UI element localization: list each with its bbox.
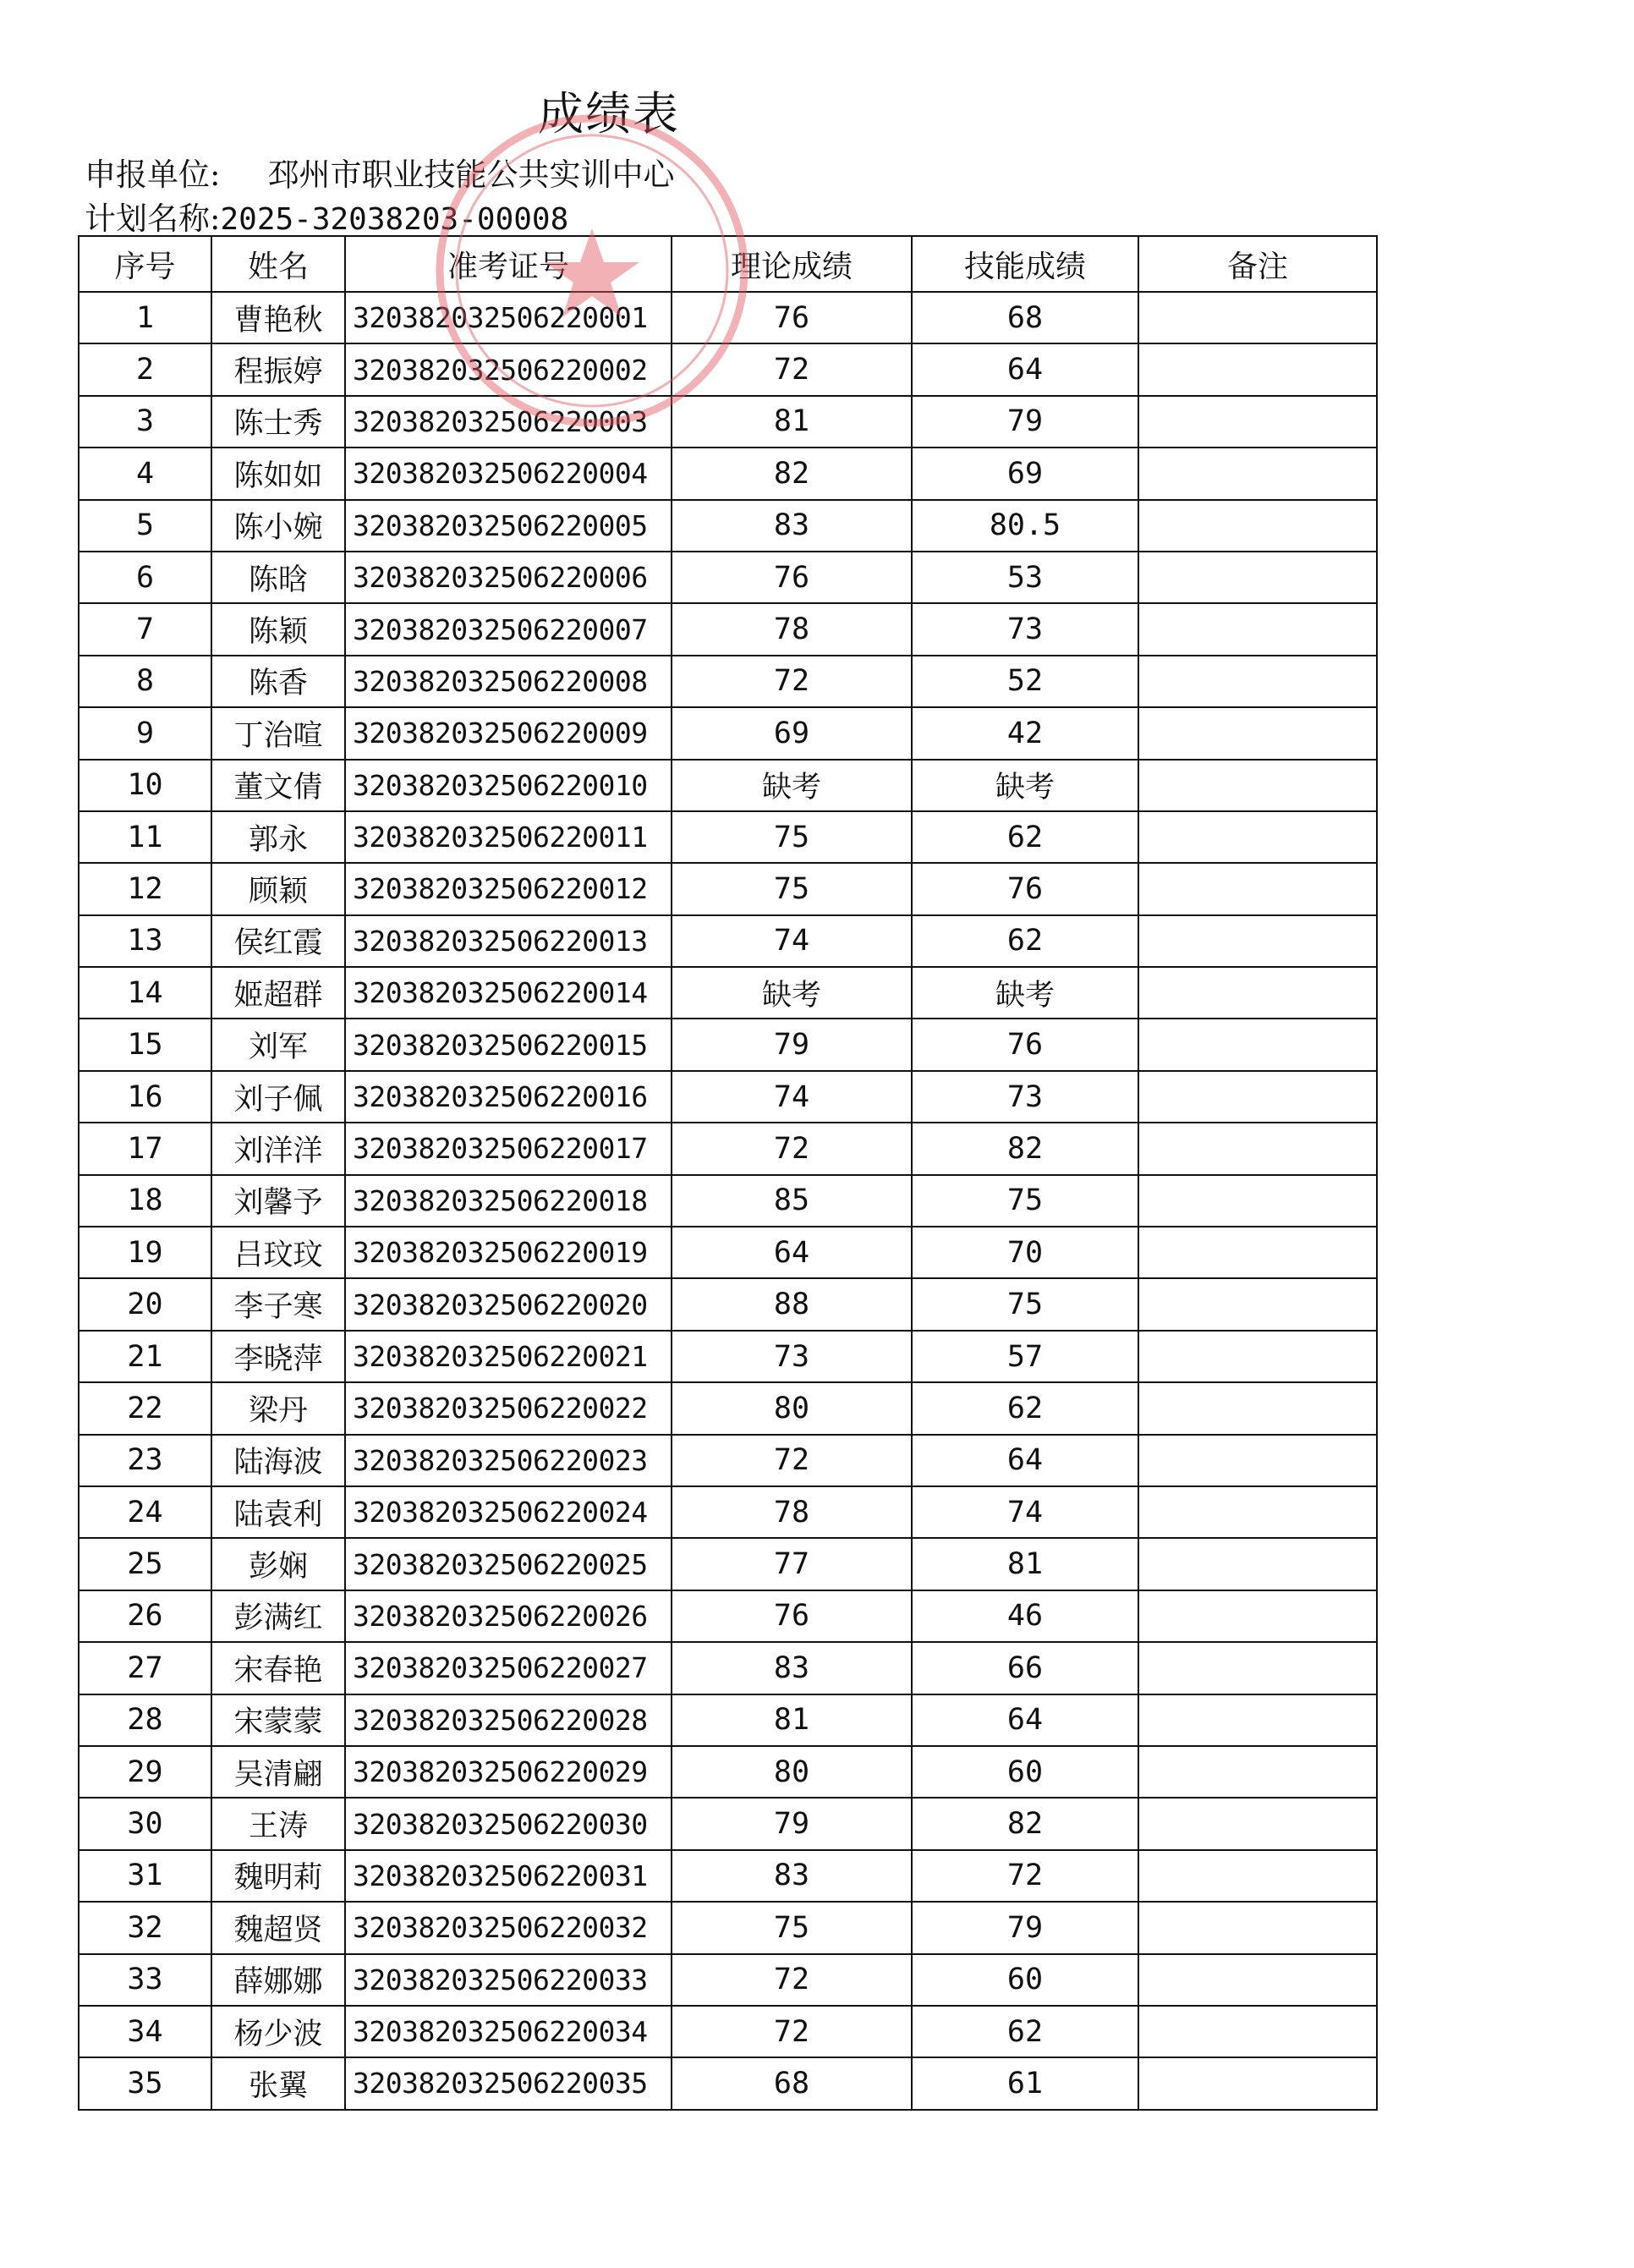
cell-exam-id: 320382032506220029 — [345, 1746, 672, 1798]
header-exam-id: 准考证号 — [345, 236, 672, 292]
cell-skill-score: 73 — [912, 603, 1138, 655]
cell-exam-id: 320382032506220023 — [345, 1435, 672, 1486]
cell-name: 王涛 — [211, 1798, 345, 1849]
cell-remarks — [1138, 2006, 1377, 2057]
cell-skill-score: 75 — [912, 1278, 1138, 1330]
cell-name: 彭娴 — [211, 1538, 345, 1590]
cell-seq: 11 — [79, 811, 211, 863]
cell-theory-score: 81 — [672, 1694, 912, 1746]
cell-theory-score: 76 — [672, 1590, 912, 1642]
cell-exam-id: 320382032506220012 — [345, 863, 672, 914]
cell-exam-id: 320382032506220004 — [345, 448, 672, 499]
table-row — [79, 1175, 1377, 1227]
table-row — [79, 1746, 1377, 1798]
cell-seq: 28 — [79, 1694, 211, 1746]
cell-name: 陈晗 — [211, 552, 345, 603]
cell-remarks — [1138, 1227, 1377, 1278]
cell-seq: 3 — [79, 396, 211, 448]
cell-skill-score: 64 — [912, 1694, 1138, 1746]
cell-skill-score: 60 — [912, 1746, 1138, 1798]
cell-remarks — [1138, 1486, 1377, 1538]
cell-seq: 21 — [79, 1331, 211, 1382]
cell-name: 程振婷 — [211, 343, 345, 395]
declaring-unit-label: 申报单位: — [85, 157, 221, 193]
cell-exam-id: 320382032506220016 — [345, 1071, 672, 1123]
declaring-unit — [85, 149, 674, 195]
cell-name: 宋蒙蒙 — [211, 1694, 345, 1746]
table-row — [79, 1642, 1377, 1694]
cell-name: 张翼 — [211, 2057, 345, 2109]
cell-name: 曹艳秋 — [211, 292, 345, 343]
cell-skill-score: 62 — [912, 1382, 1138, 1434]
cell-theory-score: 72 — [672, 1435, 912, 1486]
cell-skill-score: 76 — [912, 1019, 1138, 1070]
table-row — [79, 760, 1377, 811]
cell-name: 陈如如 — [211, 448, 345, 499]
cell-exam-id: 320382032506220026 — [345, 1590, 672, 1642]
cell-skill-score: 52 — [912, 656, 1138, 707]
cell-exam-id: 320382032506220020 — [345, 1278, 672, 1330]
cell-remarks — [1138, 1746, 1377, 1798]
cell-exam-id: 320382032506220032 — [345, 1902, 672, 1953]
cell-name: 陈士秀 — [211, 396, 345, 448]
cell-exam-id: 320382032506220007 — [345, 603, 672, 655]
cell-theory-score: 69 — [672, 707, 912, 759]
cell-seq: 6 — [79, 552, 211, 603]
cell-exam-id: 320382032506220003 — [345, 396, 672, 448]
cell-seq: 13 — [79, 915, 211, 967]
table-row — [79, 1694, 1377, 1746]
cell-skill-score: 70 — [912, 1227, 1138, 1278]
cell-skill-score: 57 — [912, 1331, 1138, 1382]
cell-skill-score: 42 — [912, 707, 1138, 759]
table-row — [79, 448, 1377, 499]
cell-remarks — [1138, 292, 1377, 343]
cell-skill-score: 61 — [912, 2057, 1138, 2109]
cell-remarks — [1138, 1435, 1377, 1486]
table-row — [79, 500, 1377, 552]
cell-remarks — [1138, 863, 1377, 914]
cell-skill-score: 缺考 — [912, 760, 1138, 811]
cell-remarks — [1138, 1902, 1377, 1953]
plan-name-value: 2025-32038203-00008 — [220, 202, 569, 237]
cell-exam-id: 320382032506220024 — [345, 1486, 672, 1538]
cell-name: 顾颖 — [211, 863, 345, 914]
cell-name: 陆袁利 — [211, 1486, 345, 1538]
cell-name: 梁丹 — [211, 1382, 345, 1434]
cell-exam-id: 320382032506220013 — [345, 915, 672, 967]
cell-seq: 22 — [79, 1382, 211, 1434]
cell-theory-score: 77 — [672, 1538, 912, 1590]
cell-seq: 25 — [79, 1538, 211, 1590]
cell-theory-score: 74 — [672, 1071, 912, 1123]
table-body — [79, 292, 1377, 2110]
table-row — [79, 2057, 1377, 2109]
cell-skill-score: 64 — [912, 1435, 1138, 1486]
cell-skill-score: 73 — [912, 1071, 1138, 1123]
cell-name: 李子寒 — [211, 1278, 345, 1330]
cell-theory-score: 78 — [672, 1486, 912, 1538]
cell-name: 董文倩 — [211, 760, 345, 811]
cell-remarks — [1138, 915, 1377, 967]
cell-skill-score: 缺考 — [912, 967, 1138, 1019]
cell-exam-id: 320382032506220014 — [345, 967, 672, 1019]
cell-seq: 18 — [79, 1175, 211, 1227]
cell-exam-id: 320382032506220030 — [345, 1798, 672, 1849]
cell-exam-id: 320382032506220031 — [345, 1850, 672, 1902]
cell-name: 杨少波 — [211, 2006, 345, 2057]
cell-skill-score: 75 — [912, 1175, 1138, 1227]
cell-seq: 29 — [79, 1746, 211, 1798]
cell-name: 陆海波 — [211, 1435, 345, 1486]
table-row — [79, 1798, 1377, 1849]
cell-exam-id: 320382032506220021 — [345, 1331, 672, 1382]
table-row — [79, 603, 1377, 655]
cell-seq: 15 — [79, 1019, 211, 1070]
table-row — [79, 343, 1377, 395]
cell-remarks — [1138, 1175, 1377, 1227]
cell-seq: 8 — [79, 656, 211, 707]
cell-seq: 23 — [79, 1435, 211, 1486]
cell-theory-score: 72 — [672, 2006, 912, 2057]
cell-exam-id: 320382032506220017 — [345, 1123, 672, 1174]
table-row — [79, 1538, 1377, 1590]
table-row — [79, 1278, 1377, 1330]
cell-skill-score: 74 — [912, 1486, 1138, 1538]
cell-name: 薛娜娜 — [211, 1954, 345, 2006]
table-row — [79, 1382, 1377, 1434]
cell-name: 吕玟玟 — [211, 1227, 345, 1278]
cell-name: 丁治喧 — [211, 707, 345, 759]
table-row — [79, 1071, 1377, 1123]
cell-theory-score: 88 — [672, 1278, 912, 1330]
cell-name: 吴清翩 — [211, 1746, 345, 1798]
table-row — [79, 1590, 1377, 1642]
cell-remarks — [1138, 1590, 1377, 1642]
cell-seq: 4 — [79, 448, 211, 499]
cell-seq: 1 — [79, 292, 211, 343]
cell-skill-score: 76 — [912, 863, 1138, 914]
cell-exam-id: 320382032506220005 — [345, 500, 672, 552]
cell-exam-id: 320382032506220006 — [345, 552, 672, 603]
plan-name — [85, 193, 568, 239]
cell-exam-id: 320382032506220018 — [345, 1175, 672, 1227]
cell-exam-id: 320382032506220009 — [345, 707, 672, 759]
cell-remarks — [1138, 1538, 1377, 1590]
table-row — [79, 967, 1377, 1019]
cell-skill-score: 81 — [912, 1538, 1138, 1590]
cell-skill-score: 46 — [912, 1590, 1138, 1642]
cell-skill-score: 68 — [912, 292, 1138, 343]
cell-theory-score: 72 — [672, 1954, 912, 2006]
cell-skill-score: 62 — [912, 915, 1138, 967]
cell-exam-id: 320382032506220025 — [345, 1538, 672, 1590]
cell-remarks — [1138, 2057, 1377, 2109]
cell-theory-score: 82 — [672, 448, 912, 499]
cell-remarks — [1138, 1382, 1377, 1434]
table-header-row — [79, 236, 1377, 292]
cell-exam-id: 320382032506220002 — [345, 343, 672, 395]
table-row — [79, 1902, 1377, 1953]
cell-seq: 5 — [79, 500, 211, 552]
table-row — [79, 1123, 1377, 1174]
cell-seq: 35 — [79, 2057, 211, 2109]
cell-remarks — [1138, 552, 1377, 603]
cell-theory-score: 83 — [672, 1642, 912, 1694]
cell-seq: 9 — [79, 707, 211, 759]
table-row — [79, 396, 1377, 448]
cell-exam-id: 320382032506220033 — [345, 1954, 672, 2006]
cell-theory-score: 78 — [672, 603, 912, 655]
cell-theory-score: 72 — [672, 656, 912, 707]
cell-seq: 30 — [79, 1798, 211, 1849]
cell-theory-score: 缺考 — [672, 760, 912, 811]
cell-skill-score: 62 — [912, 2006, 1138, 2057]
table-row — [79, 863, 1377, 914]
header-theory-score: 理论成绩 — [672, 236, 912, 292]
cell-remarks — [1138, 1954, 1377, 2006]
cell-theory-score: 76 — [672, 292, 912, 343]
cell-name: 侯红霞 — [211, 915, 345, 967]
cell-skill-score: 79 — [912, 1902, 1138, 1953]
cell-exam-id: 320382032506220011 — [345, 811, 672, 863]
cell-theory-score: 80 — [672, 1382, 912, 1434]
cell-theory-score: 73 — [672, 1331, 912, 1382]
cell-exam-id: 320382032506220019 — [345, 1227, 672, 1278]
cell-name: 彭满红 — [211, 1590, 345, 1642]
table-row — [79, 2006, 1377, 2057]
cell-seq: 17 — [79, 1123, 211, 1174]
cell-theory-score: 83 — [672, 500, 912, 552]
table-row — [79, 1227, 1377, 1278]
cell-skill-score: 69 — [912, 448, 1138, 499]
document-title: 成绩表 — [538, 87, 680, 140]
cell-name: 郭永 — [211, 811, 345, 863]
header-remarks: 备注 — [1138, 236, 1377, 292]
cell-skill-score: 82 — [912, 1798, 1138, 1849]
cell-theory-score: 72 — [672, 343, 912, 395]
cell-exam-id: 320382032506220010 — [345, 760, 672, 811]
cell-seq: 27 — [79, 1642, 211, 1694]
cell-remarks — [1138, 967, 1377, 1019]
cell-remarks — [1138, 1642, 1377, 1694]
table-row — [79, 707, 1377, 759]
cell-theory-score: 85 — [672, 1175, 912, 1227]
cell-theory-score: 75 — [672, 1902, 912, 1953]
cell-name: 刘军 — [211, 1019, 345, 1070]
cell-name: 刘馨予 — [211, 1175, 345, 1227]
cell-exam-id: 320382032506220022 — [345, 1382, 672, 1434]
header-name: 姓名 — [211, 236, 345, 292]
cell-name: 宋春艳 — [211, 1642, 345, 1694]
table-row — [79, 1954, 1377, 2006]
cell-remarks — [1138, 500, 1377, 552]
cell-remarks — [1138, 1850, 1377, 1902]
cell-seq: 32 — [79, 1902, 211, 1953]
cell-remarks — [1138, 707, 1377, 759]
cell-seq: 2 — [79, 343, 211, 395]
cell-remarks — [1138, 1019, 1377, 1070]
cell-theory-score: 72 — [672, 1123, 912, 1174]
table-row — [79, 915, 1377, 967]
cell-remarks — [1138, 760, 1377, 811]
plan-name-label: 计划名称: — [85, 200, 221, 237]
cell-theory-score: 83 — [672, 1850, 912, 1902]
cell-seq: 16 — [79, 1071, 211, 1123]
header-seq: 序号 — [79, 236, 211, 292]
cell-seq: 10 — [79, 760, 211, 811]
cell-name: 魏明莉 — [211, 1850, 345, 1902]
cell-seq: 14 — [79, 967, 211, 1019]
cell-exam-id: 320382032506220008 — [345, 656, 672, 707]
header-skill-score: 技能成绩 — [912, 236, 1138, 292]
table-row — [79, 1019, 1377, 1070]
cell-remarks — [1138, 1123, 1377, 1174]
table-row — [79, 1850, 1377, 1902]
cell-name: 刘子佩 — [211, 1071, 345, 1123]
cell-theory-score: 74 — [672, 915, 912, 967]
cell-theory-score: 68 — [672, 2057, 912, 2109]
table-row — [79, 1435, 1377, 1486]
cell-name: 李晓萍 — [211, 1331, 345, 1382]
cell-skill-score: 66 — [912, 1642, 1138, 1694]
cell-remarks — [1138, 1798, 1377, 1849]
cell-remarks — [1138, 1071, 1377, 1123]
cell-skill-score: 64 — [912, 343, 1138, 395]
cell-name: 陈香 — [211, 656, 345, 707]
cell-skill-score: 80.5 — [912, 500, 1138, 552]
cell-name: 陈颖 — [211, 603, 345, 655]
cell-remarks — [1138, 603, 1377, 655]
cell-seq: 33 — [79, 1954, 211, 2006]
cell-skill-score: 72 — [912, 1850, 1138, 1902]
cell-exam-id: 320382032506220001 — [345, 292, 672, 343]
cell-remarks — [1138, 1278, 1377, 1330]
cell-remarks — [1138, 343, 1377, 395]
table-row — [79, 1486, 1377, 1538]
cell-seq: 31 — [79, 1850, 211, 1902]
cell-name: 魏超贤 — [211, 1902, 345, 1953]
cell-remarks — [1138, 811, 1377, 863]
table-row — [79, 552, 1377, 603]
table-row — [79, 1331, 1377, 1382]
cell-exam-id: 320382032506220015 — [345, 1019, 672, 1070]
table-row — [79, 292, 1377, 343]
cell-skill-score: 53 — [912, 552, 1138, 603]
cell-seq: 7 — [79, 603, 211, 655]
cell-theory-score: 64 — [672, 1227, 912, 1278]
cell-remarks — [1138, 1694, 1377, 1746]
cell-skill-score: 79 — [912, 396, 1138, 448]
table-row — [79, 656, 1377, 707]
cell-seq: 26 — [79, 1590, 211, 1642]
cell-theory-score: 80 — [672, 1746, 912, 1798]
declaring-unit-value: 邳州市职业技能公共实训中心 — [267, 157, 675, 193]
cell-seq: 24 — [79, 1486, 211, 1538]
cell-remarks — [1138, 656, 1377, 707]
cell-theory-score: 75 — [672, 863, 912, 914]
cell-theory-score: 79 — [672, 1798, 912, 1849]
cell-name: 姬超群 — [211, 967, 345, 1019]
cell-theory-score: 79 — [672, 1019, 912, 1070]
cell-exam-id: 320382032506220034 — [345, 2006, 672, 2057]
cell-name: 陈小婉 — [211, 500, 345, 552]
cell-exam-id: 320382032506220035 — [345, 2057, 672, 2109]
cell-remarks — [1138, 448, 1377, 499]
cell-skill-score: 82 — [912, 1123, 1138, 1174]
cell-exam-id: 320382032506220028 — [345, 1694, 672, 1746]
cell-theory-score: 81 — [672, 396, 912, 448]
cell-remarks — [1138, 396, 1377, 448]
cell-exam-id: 320382032506220027 — [345, 1642, 672, 1694]
cell-theory-score: 75 — [672, 811, 912, 863]
cell-seq: 34 — [79, 2006, 211, 2057]
score-table — [78, 235, 1378, 2111]
cell-name: 刘洋洋 — [211, 1123, 345, 1174]
cell-theory-score: 76 — [672, 552, 912, 603]
cell-skill-score: 60 — [912, 1954, 1138, 2006]
cell-theory-score: 缺考 — [672, 967, 912, 1019]
cell-seq: 12 — [79, 863, 211, 914]
table-row — [79, 811, 1377, 863]
cell-seq: 19 — [79, 1227, 211, 1278]
cell-seq: 20 — [79, 1278, 211, 1330]
cell-skill-score: 62 — [912, 811, 1138, 863]
cell-remarks — [1138, 1331, 1377, 1382]
